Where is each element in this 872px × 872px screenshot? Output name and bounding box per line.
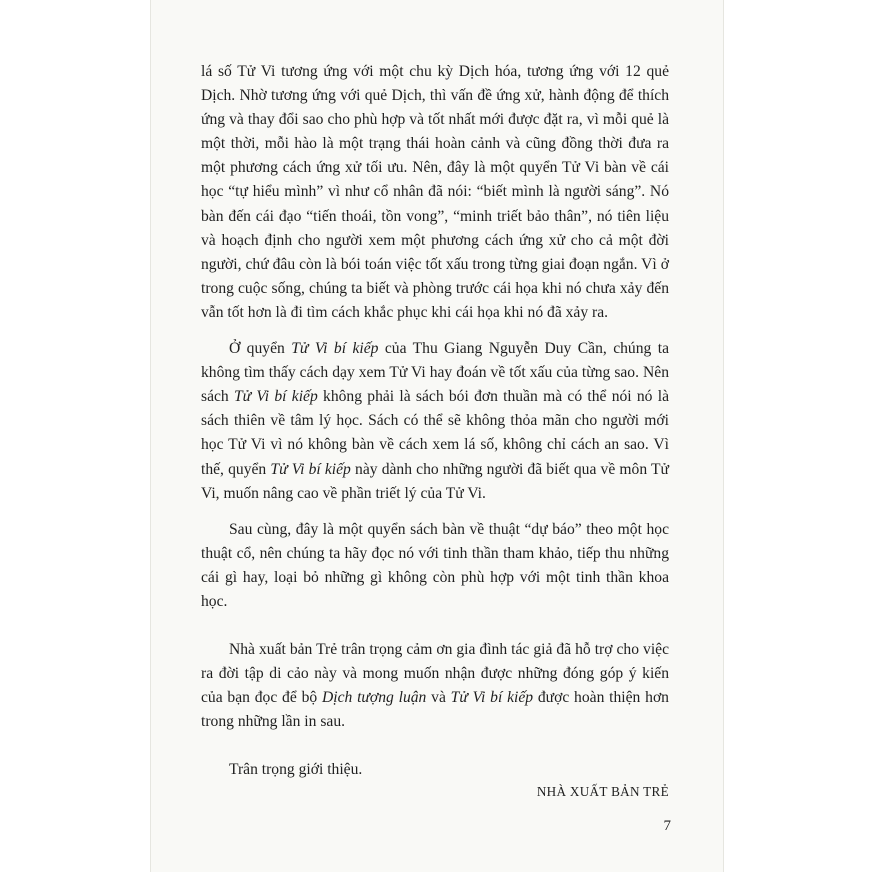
page-number: 7 (663, 818, 671, 834)
paragraph-2 (201, 337, 669, 506)
book-title-tu-vi-bi-kiep: Tử Vi bí kiếp (233, 388, 318, 406)
paragraph-4 (201, 638, 669, 734)
paragraph-3-text: Sau cùng, đây là một quyển sách bàn về thuật “dự báo” theo một học thuật cổ, nên chúng ta hãy đọc nó với tinh thần tham khảo, tiếp thu những cái gì hay, loại bỏ những gì không còn phù hợp với một tinh thần khoa học. (201, 520, 669, 610)
paragraph-4-text-a: Nhà xuất bản Trẻ trân trọng cảm ơn gia đình tác giả đã hỗ trợ cho việc ra đời tập di cảo này và mong muốn nhận được những đóng góp ý kiến của bạn đọc để bộ (201, 641, 669, 707)
book-page (150, 0, 724, 872)
closing-text: Trân trọng giới thiệu. (229, 761, 363, 779)
paragraph-2-text-g: này dành cho những người đã biết qua về môn Tử Vi, muốn nâng cao về phần triết lý của Tử Vi. (201, 460, 669, 502)
paragraph-3 (201, 518, 669, 614)
book-title-tu-vi-bi-kiep: Tử Vi bí kiếp (270, 460, 351, 478)
book-title-dich-tuong-luan: Dịch tượng luận (321, 689, 427, 707)
paragraph-4-text-e: được hoàn thiện hơn trong những lần in sau. (201, 689, 669, 731)
publisher-signature: NHÀ XUẤT BẢN TRẺ (536, 784, 669, 799)
paragraph-1-text: lá số Tử Vi tương ứng với một chu kỳ Dịch hóa, tương ứng với 12 quẻ Dịch. Nhờ tương ứng với quẻ Dịch, thì vấn đề ứng xử, hành động để thích ứng và thay đổi sao cho phù hợp và tốt nhất mới được đặt ra, vì mỗi quẻ là một thời, mỗi hào là một trạng thái hoàn cảnh và cũng đồng thời đưa ra một phương cách ứng xử tối ưu. Nên, đây là một quyển Tử Vi bàn về cái học “tự hiểu mình” vì như cổ nhân đã nói: “biết mình là người sáng”. Nó bàn đến cái đạo “tiến thoái, tồn vong”, “minh triết bảo thân”, nó tiên liệu và hoạch định cho người xem một phương cách ứng xử cho cả một đời người, chứ đâu còn là bói toán việc tốt xấu trong từng giai đoạn ngắn. Vì ở trong cuộc sống, chúng ta biết và phòng trước cái họa khi nó chưa xảy đến vẫn tốt hơn là đi tìm cách khắc phục khi cái họa khi nó đã xảy ra. (201, 63, 669, 321)
paragraph-2-text-e: không phải là sách bói đơn thuần mà có thể nói nó là sách thiên về tâm lý học. Sách có thể sẽ không thỏa mãn cho người mới học Tử Vi vì nó không bàn về cách xem lá số, không chỉ cách an sao. Vì thế, quyển (201, 388, 669, 478)
paragraph-4-text-c: và (426, 689, 451, 707)
body-text (201, 60, 669, 783)
paragraph-1 (201, 60, 669, 325)
book-title-tu-vi-bi-kiep: Tử Vi bí kiếp (450, 689, 534, 707)
closing-line (201, 758, 669, 782)
book-title-tu-vi-bi-kiep: Tử Vi bí kiếp (291, 340, 379, 358)
paragraph-2-text-a: Ở quyển (229, 340, 292, 358)
paragraph-2-text-c: của Thu Giang Nguyễn Duy Cần, chúng ta không tìm thấy cách dạy xem Tử Vi hay đoán về tốt xấu của từng sao. Nên sách (201, 340, 669, 406)
